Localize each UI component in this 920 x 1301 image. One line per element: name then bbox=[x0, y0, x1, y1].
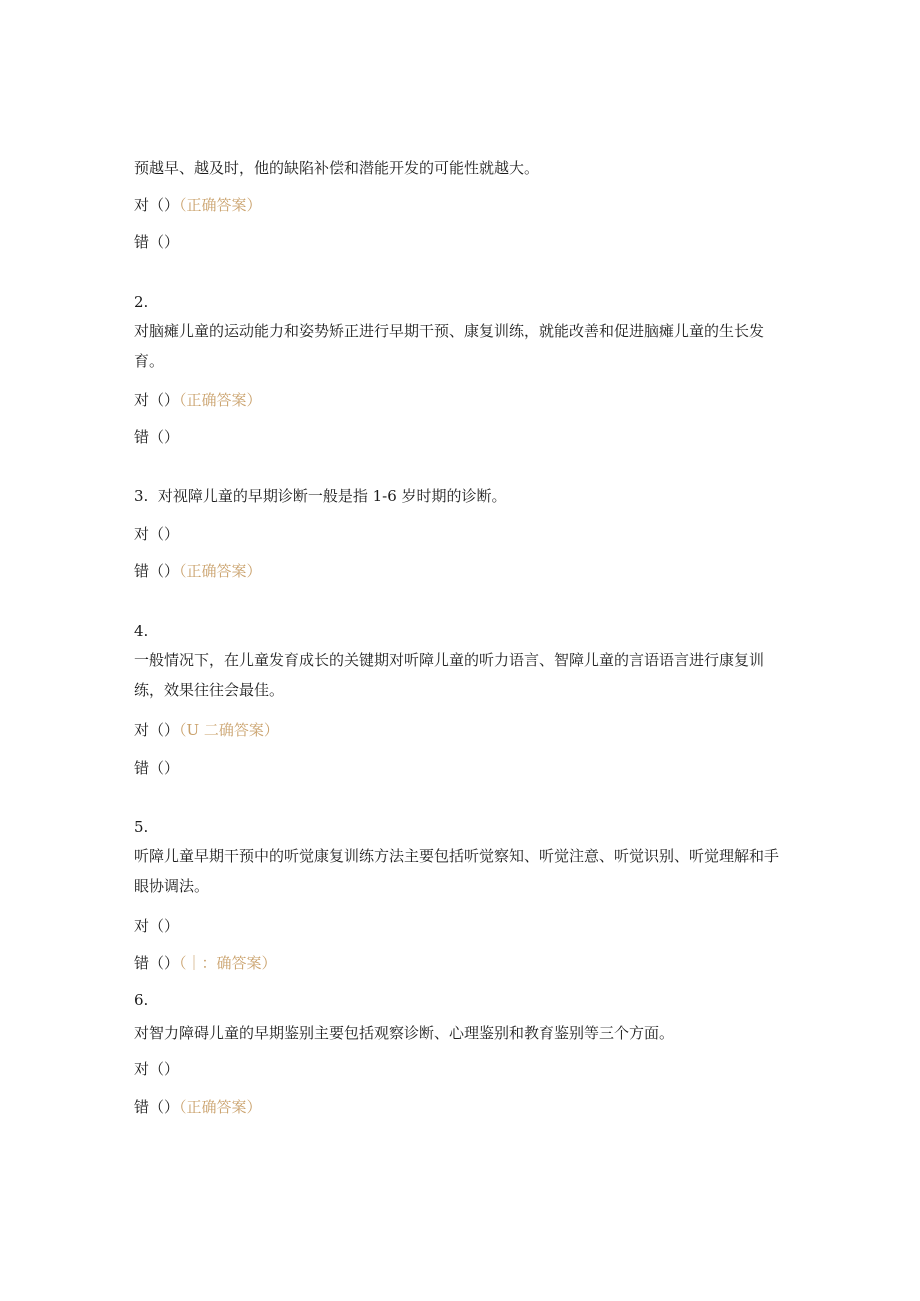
question-5-number: 5. bbox=[134, 818, 149, 836]
question-6-text: 对智力障碍儿童的早期鉴别主要包括观察诊断、心理鉴别和教育鉴别等三个方面。 bbox=[134, 1024, 675, 1042]
false-label: 错（） bbox=[134, 428, 180, 446]
question-2-text: 对脑瘫儿童的运动能力和姿势矫正进行早期干预、康复训练，就能改善和促进脑瘫儿童的生长发育。 bbox=[134, 322, 765, 370]
question-4-number: 4. bbox=[134, 622, 149, 640]
correct-answer-mark: （U 二确答案） bbox=[179, 721, 279, 739]
correct-answer-mark: （正确答案） bbox=[179, 196, 262, 214]
false-label: 错（） bbox=[134, 233, 180, 251]
question-1-text: 预越早、越及时，他的缺陷补偿和潜能开发的可能性就越大。 bbox=[134, 159, 540, 177]
question-3-number: 3. bbox=[134, 487, 149, 505]
correct-answer-mark: （正确答案） bbox=[179, 391, 262, 409]
correct-answer-mark: （正确答案） bbox=[179, 1098, 262, 1116]
question-3-line bbox=[134, 486, 794, 506]
question-3-false-option bbox=[134, 561, 794, 581]
true-label: 对（） bbox=[134, 721, 180, 739]
correct-answer-mark: （正确答案） bbox=[179, 562, 262, 580]
question-4-false-option bbox=[134, 758, 794, 778]
question-6-true-option bbox=[134, 1059, 794, 1079]
true-label: 对（） bbox=[134, 1060, 180, 1078]
false-label: 错（） bbox=[134, 1098, 180, 1116]
question-1-false-option bbox=[134, 232, 794, 252]
question-5-text: 听障儿童早期干预中的听觉康复训练方法主要包括听觉察知、听觉注意、听觉识别、听觉理解和手眼协调法。 bbox=[134, 847, 780, 895]
question-3-text: 对视障儿童的早期诊断一般是指 1-6 岁时期的诊断。 bbox=[157, 487, 507, 505]
question-4-true-option bbox=[134, 720, 794, 740]
question-2-true-option bbox=[134, 390, 794, 410]
correct-answer-mark: （｜：确答案） bbox=[179, 954, 277, 972]
question-1-true-option bbox=[134, 195, 794, 215]
true-label: 对（） bbox=[134, 525, 180, 543]
true-label: 对（） bbox=[134, 196, 180, 214]
true-label: 对（） bbox=[134, 391, 180, 409]
question-4-text: 一般情况下，在儿童发育成长的关键期对听障儿童的听力语言、智障儿童的言语语言进行康复训练，效果往往会最佳。 bbox=[134, 651, 765, 699]
question-3-true-option bbox=[134, 524, 794, 544]
question-5-false-option bbox=[134, 953, 794, 973]
question-6-number: 6. bbox=[134, 991, 149, 1009]
question-5-true-option bbox=[134, 916, 794, 936]
false-label: 错（） bbox=[134, 759, 180, 777]
true-label: 对（） bbox=[134, 917, 180, 935]
question-2-number: 2. bbox=[134, 293, 149, 311]
question-2-false-option bbox=[134, 427, 794, 447]
false-label: 错（） bbox=[134, 954, 180, 972]
false-label: 错（） bbox=[134, 562, 180, 580]
question-6-false-option bbox=[134, 1097, 794, 1117]
